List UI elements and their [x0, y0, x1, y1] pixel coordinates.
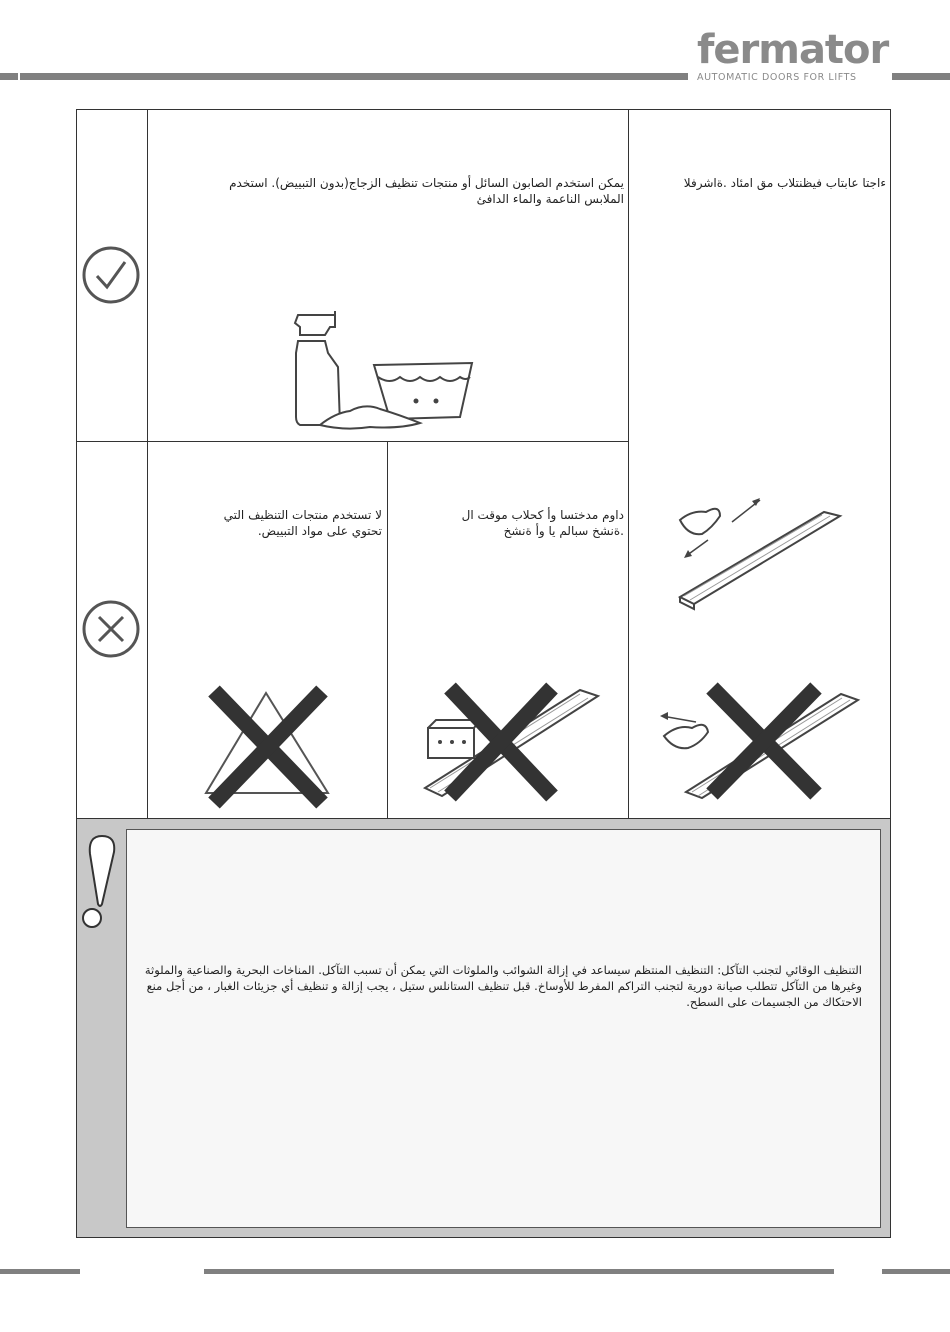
exclamation-icon	[80, 832, 122, 932]
bleach-warning-illustration	[200, 685, 335, 810]
note-text: التنظيف الوقائي لتجنب التآكل: التنظيف المنتظم سيساعد في إزالة الشوائب والملوثات التي يمكن أن تسبب التآكل. المناخات البحرية والصناعية والملوثة وغيرها من التآكل تتطلب صيانة دورية لتجنب التراكم المفرط للأوساخ. قبل تنظيف الستانلس ستيل ، يجب إزالة و تنظيف أي جزيئات الغبار ، من أجل منع الاحتكاك من الجسيمات على السطح.	[144, 963, 862, 1009]
header-bar-right	[892, 73, 950, 80]
fermator-logo	[697, 27, 889, 83]
brand-tagline: AUTOMATIC DOORS FOR LIFTS	[697, 72, 857, 83]
panel-direction-illustration	[672, 492, 847, 617]
allowed-direction-text: ءاجتا عابتاب فيظنتلاب مق امئاد .ةاشرفلا	[683, 176, 886, 190]
forbidden-rough-text: داوم مدختسا وأ كحلاب موقت ال .ةنشخ سبالم يا وأ ةنشخ	[461, 508, 624, 538]
forbidden-bleach-text: لا تستخدم منتجات التنظيف التي تحتوي على مواد التبييض.	[223, 508, 382, 538]
rough-cleaning-illustration	[420, 680, 605, 805]
brand-name: fermator	[697, 27, 889, 73]
header-bar-main	[20, 73, 688, 80]
header-bar-left	[0, 73, 18, 80]
check-circle-icon	[82, 246, 142, 306]
footer-bar-right	[882, 1269, 950, 1274]
spray-bottle-basin-illustration	[290, 305, 480, 435]
cross-circle-icon	[82, 600, 142, 660]
footer-bar-left	[0, 1269, 80, 1274]
note-box	[126, 829, 881, 1228]
footer-bar-main	[204, 1269, 834, 1274]
allowed-soap-text: يمكن استخدم الصابون السائل أو منتجات تنظيف الزجاج(بدون التبييض). استخدم الملابس الناعمة والماء الدافئ	[229, 176, 624, 206]
wrong-direction-illustration	[656, 680, 861, 805]
